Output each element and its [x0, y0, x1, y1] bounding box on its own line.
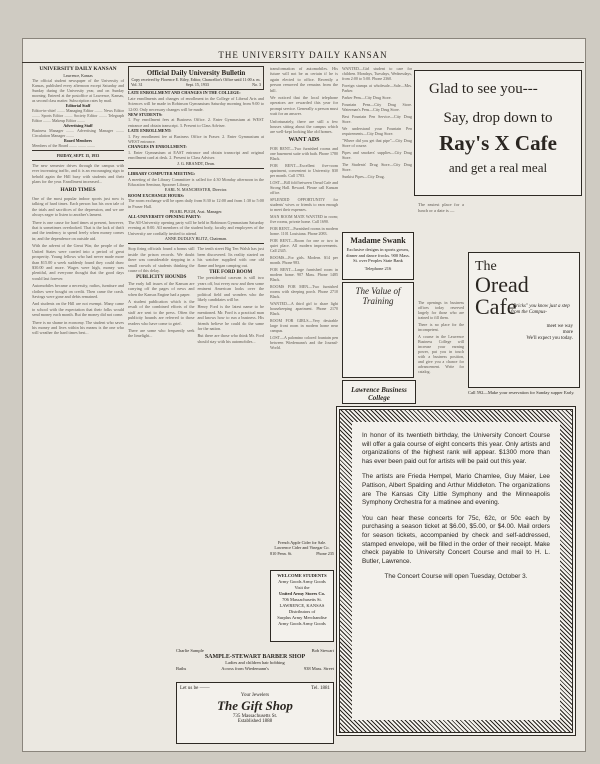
bulletin-room-signature: PEARL PUGH, Asst. Manager. [169, 208, 223, 214]
army-stores-ad [270, 570, 334, 642]
barber-street: 938 Mass. Street [303, 666, 334, 671]
column-3 [270, 66, 338, 546]
editorial-heading-hard-times: HARD TIMES [60, 186, 96, 193]
gift-shop-ad [176, 682, 334, 744]
bulletin-text: 1. Pay enrollment fees at Business Office. 2. Enter Gymnasium at WEST entrance and obtain transcript. 3. Present to Class Adviser. [128, 117, 264, 128]
barber-bottom [176, 666, 334, 672]
bulletin-changes: CHANGES IN ENROLLMENT: [128, 144, 187, 150]
advertising-staff-list: Business Manager ........ Advertising Manager ........ Circulation Manager ........ [32, 128, 124, 138]
rays-cafe-line1: Glad to see you--- [429, 81, 538, 97]
oread-cafe-cafe: Cafe [475, 294, 517, 319]
concert-paragraph-2: The artists are Frieda Hempel, Mario Chamlee, Guy Maier, Lee Pattison, Albert Spalding and Arthur Middleton. The organizations are The Kansas City Little Symphony and the Minneapolis Symphony Orchestra for a matinee and evening. [362, 473, 550, 507]
cider-line-2: Lawrence Cider and Vinegar Co. [274, 545, 330, 551]
barber-stewart: Bob Stewart [311, 648, 334, 653]
army-line1: Army Goods Army Goods [278, 579, 326, 584]
bulletin-subline: Copy received by Florence E. Riley, Editor, Chancellor's Office until 11:00 a. m. [131, 77, 261, 82]
want-ads-list: FOR RENT—Two furnished rooms and one basement suite with bath. Phone 1780 Black. FOR RENT—Excellent five-room apartment, convenient to University. $30 per month. Call 1783. LOST—Bill fold between Oread Cafe and Strong Hall. Reward. Please call Kansan office. SPLENDID OPPORTUNITY for students' wives or friends to earn enough to meet their expenses. MAN ROOM MATE WANTED in room; five rooms, private home. Call 1690. FOR RENT—Furnished rooms in modern home. 1101 Louisiana. Phone 2083. FOR RENT—Room for one or two in quiet place. All modern improvements. Call 2345. ROOMS—For girls. Modern. $14 per month. Phone 983. FOR RENT—Large furnished room in modern home. 907 Mass. Phone 1485 Black. ROOMS FOR MEN—Two furnished rooms with sleeping porch. Phone 2710 Black. WANTED—A third girl to share light housekeeping apartment. Phone 2170 Black. ROOM FOR GIRLS—Very desirable large front room in modern home near campus. LOST—A palomino colored fountain pen between Wiedemann's and the Journal-World. [270, 146, 338, 351]
madame-swank-title: Madame Swank [350, 236, 406, 245]
small-ad-text: The easiest place for a lunch or a date is — [418, 202, 464, 213]
barber-baths: Baths [176, 666, 187, 671]
bulletin-date: Sept. 15, 1933 [185, 82, 209, 87]
oread-cafe-tagline: "Bricks" you know just a step from the Campus- [511, 304, 570, 315]
column-3-text: transformation of automobiles. His future will not be as certain if he is again elected to office. Recently a person removed the remains from the hill. We noticed that the local telephone operators are rewarded this year for prompt service. Generally a person must wait for an answer. Unfortunately, there are still a few houses sitting about the campus which are well-kept looking like old homes. [270, 66, 338, 135]
gift-shop-top [180, 686, 330, 691]
madame-swank-phone: Telephone 216 [364, 265, 392, 271]
concert-course-frame [336, 406, 576, 736]
board-heading: Board Members [64, 138, 92, 143]
bulletin-text: Late enrollments and changes of enrollment in the College of Liberal Arts and Sciences will be made in Robinson Gymnasium Saturday morning from 9:00 to 12:00. Only necessary changes will be made. [128, 95, 264, 112]
bulletin-text: The room exchange will be open daily from 8:30 to 12:00 and from 1:30 to 5:00 in Fraser Hall. [128, 198, 264, 209]
value-of-training-ad [342, 282, 414, 378]
editorial-subcolumn: Stop firing officials found a bonus still inside the prison records. We doubt there was considerable stepping in a small crowds of students thinking the cause of this delay. PUBLICITY HOUNDS The early fall issues of the Kansan are carrying off the pages of news and when the Kansas Engine had a paper. A student publication which is the result of the combined efforts of the staff are sent to the press. Often the publicity hounds are referred to those readers who have come to grief. There are some who frequently seek the limelight... [128, 246, 195, 339]
bulletin-new-students: NEW STUDENTS: [128, 112, 163, 118]
small-ad-column [418, 202, 464, 262]
army-line7: Surplus Army Merchandise [277, 615, 327, 620]
army-line8: Army Goods Army Goods [278, 621, 326, 626]
gift-shop-letus: Let us be —— [180, 686, 210, 691]
divider [128, 168, 264, 169]
oread-cafe-oread: Oread [475, 272, 529, 297]
barber-address: Across from Wiedemann's [221, 666, 269, 671]
editorial-subcolumn: The tenth street Big Ten Walsh has just been discovered. Its reality started on his watcher supplied with one old flame and began camping out. THE FORD BOOM The presidential caravan is still two years off, but every now and then some eminent American looks over the political field and wonders who the likely candidates will be. Henry Ford is the latest name to be mentioned. Mr. Ford is a practical man and knows how to run a business. His friends believe he could do the same for the nation. But there are those who think Mr. Ford should stay with his automobiles... [197, 246, 264, 344]
column-2 [128, 66, 264, 746]
oread-cafe-ad [468, 252, 580, 388]
gift-shop-label: Your Jewelers [240, 693, 270, 698]
oread-cafe-more: more [562, 330, 573, 335]
bulletin-text: 1. Enter Gymnasium at EAST entrance and obtain transcript and original enrollment card at desk. 2. Present to Class Adviser. [128, 149, 264, 161]
concert-paragraph-3: You can hear these concerts for 75c, 62c, or 50c each by purchasing a season ticket at $6.00, $5.00, or $4.00. Mail orders for season tickets, accompanied by check and self-addressed, stamped envelope, will be filled in the order of their receipt. Make check payable to University Concert Course and mail to H. L. Butler, Lawrence. [362, 514, 550, 565]
rays-cafe-name: Ray's X Cafe [439, 131, 557, 155]
barber-shop-ad [176, 648, 334, 680]
concert-paragraph-1: In honor of its twentieth birthday, the University Concert Course will offer a gala course of eight concerts this year. Only artists and organizations of the highest rank will appear. $1300 more than has ever been paid out for artists will be paid out this year. [362, 432, 550, 465]
page-header: THE UNIVERSITY DAILY KANSAN [218, 50, 388, 60]
editorial-heading-ford: THE FORD BOOM [209, 270, 253, 275]
board-list: Members of the Board ........ ........ ........ [32, 143, 96, 148]
bulletin-signature: J. G. BRANDT, Dean. [177, 160, 215, 166]
french-cider-ad [270, 540, 334, 558]
date-line: FRIDAY, SEPT. 15, 1933 [56, 153, 100, 158]
editorial-subcolumns [128, 246, 264, 346]
editorial-body-hard-times: One of the most popular indoor sports just now is talking of hard times. Each person has his own tale of the trials and sacrifices of the depression, and we are always eager to listen to another's lament. There is one cause for hard times at present, however, that is sometimes overlooked. That is the lack of thrift and the tendency to spend freely when money comes in; and the dependence on outside aid. With the advent of the Great War, the people of the United States were carried into a period of great prosperity. Young fellows who had never made more than $15.00 a week suddenly found they could draw $30.00 and more. Wages were high, money was plentiful, and everyone thought that the good days would last forever. Automobiles became a necessity, radios, furniture and clothes were bought on credit. Then came the crash. Savings were gone and debts remained. And students on the Hill are not exempt. Many came to school with the expectation that their folks would send money each month. But the money did not come. There is no shame in economy. The student who saves his money and lives within his means is the one who will weather the hard times best... [32, 196, 124, 336]
madame-swank-body: Exclusive designs in sports gowns, dinner and dance frocks. 900 Mass. St. over Peoples State Bank [346, 247, 410, 263]
gift-shop-address: 735 Massachusetts St. [232, 714, 278, 719]
bulletin-room-heading: ROOM EXCHANGE HOURS: [128, 192, 185, 198]
army-title: WELCOME STUDENTS [277, 573, 327, 578]
oread-cafe-the: The [475, 259, 497, 274]
army-line3: United Army Stores Co. [279, 591, 325, 596]
gift-shop-name: The Gift Shop [217, 698, 293, 713]
gift-shop-tel: Tel. 1881 [311, 686, 330, 691]
oread-cafe-support: We'll expect you today. [526, 336, 573, 341]
bulletin-library-signature: EARL N. MANCHESTER, Director. [164, 187, 228, 193]
business-college-logo [342, 380, 416, 404]
army-line6: Distributors of [288, 609, 316, 614]
bulletin-text: 1. Pay enrollment fee at Business Office in Fraser. 2. Enter Gymnasium at WEST entrance. [128, 133, 264, 145]
army-line2: Visit the [294, 585, 310, 590]
value-of-training-title: The Value of Training [355, 286, 401, 306]
bulletin-party-heading: ALL-UNIVERSITY OPENING PARTY: [128, 214, 201, 220]
bulletin-vol: Vol. 31 [131, 82, 143, 87]
bulletin-library-heading: LIBRARY COMPUTER MEETING: [128, 171, 196, 177]
masthead-subtitle: Lawrence, Kansas [63, 73, 93, 78]
bulletin-text: A meeting of the Library Committee is called for 4:30 Monday afternoon in the Education Seminar, Spooner Library. [128, 176, 264, 187]
masthead-text: The official student newspaper of the University of Kansas, published every afternoon except Saturday and Sunday during the University year, and on Sunday morning. Entered at the postoffice at Lawrence, Kansas, as second class matter. Subscription rates by mail. [32, 78, 124, 103]
header-rule [22, 62, 584, 63]
cider-line-1: French Apple Cider for Sale. [277, 540, 327, 545]
concert-course-ad [352, 422, 560, 720]
training-text: The openings in business offices today reserved largely for those who are trained to fill them. There is no place for the incompetent. A course in the Lawrence Business College will increase your earning power, put you in touch with a business position, and give you a chance for advancement. Write for catalog. [418, 300, 464, 374]
bulletin-box [128, 66, 264, 90]
divider [32, 150, 124, 151]
gift-shop-established: Established 1888 [237, 719, 273, 724]
wanted-list: WANTED—Girl student to care for children. Mondays, Tuesdays, Wednesdays, from 2:00 to 5:00. Phone 2360. Foreign stamps at wholesale—Sale—Mrs. Parker. Parker Pens—City Drug Store. Fountain Pens—City Drug Store. Waterman's Pens—City Drug Store. Best Fountain Pen Service—City Drug Store. We understand your Fountain Pen requirements—City Drug Store. "Where did you get that pipe"—City Drug Store of course. Pipes and smokers' supplies—City Drug Store. The Students' Drug Store—City Drug Store. Sunkist Pipes—City Drug. [342, 66, 412, 179]
bulletin-meta [131, 82, 261, 87]
training-text-column [418, 300, 464, 394]
rays-cafe-line4: and get a real meal [448, 160, 548, 175]
rays-cafe-line2: Say, drop down to [443, 110, 553, 126]
oread-cafe-meet: meet we way [546, 324, 573, 329]
army-line4: 706 Massachusetts St. [282, 597, 322, 602]
bulletin-text: The All-University opening party will be held in Robinson Gymnasium Saturday evening at 8:00. All members of the student body, faculty and employees of the University are cordially invited to attend. [128, 219, 264, 236]
madame-swank-ad [342, 232, 414, 280]
barber-sample: Charlie Sample [176, 648, 204, 653]
editorial-heading-publicity: PUBLICITY HOUNDS [136, 275, 187, 281]
advertising-staff-heading: Advertising Staff [63, 123, 93, 128]
cider-address: 810 Penn. St. [270, 550, 293, 556]
business-college-name: Lawrence Business College [351, 386, 407, 402]
masthead-title: UNIVERSITY DAILY KANSAN [39, 66, 117, 72]
column-1 [32, 66, 124, 746]
bulletin-title: Official Daily University Bulletin [146, 69, 246, 77]
rays-cafe-ad [414, 70, 582, 196]
editorial-staff-heading: Editorial Staff [65, 103, 91, 108]
oread-cafe-call-text: Call 592—Make your reservation for Sunday supper Early. [468, 390, 575, 395]
divider [32, 160, 124, 161]
editorial-intro: The new semester drives through the campus with ever increasing traffic, and it is an encouraging sign to behold again the Hill busy with students and their plans for the year. Enrollment increased... [32, 163, 124, 185]
bulletin-no: No. 3 [252, 82, 261, 87]
bulletin-section-late-enrollment: LATE ENROLLMENT AND CHANGES IN THE COLLEGE: [128, 90, 241, 96]
barber-title: SAMPLE-STEWART BARBER SHOP [204, 654, 306, 660]
barber-line: Ladies and children hair bobbing [225, 660, 285, 665]
cider-phone: Phone 235 [316, 550, 334, 556]
divider [128, 243, 264, 244]
bulletin-party-signature: ANNE DUDLEY BLITZ, Chairman. [164, 235, 228, 241]
bulletin-late-enrollment: LATE ENROLLMENT: [128, 128, 172, 134]
army-line5: LAWRENCE, KANSAS [279, 603, 325, 608]
concert-paragraph-4: The Concert Course will open Tuesday, October 3. [384, 573, 528, 581]
want-ads-heading: WANT ADS [288, 136, 320, 143]
editorial-staff-list: Editor-in-chief ........ Managing Editor ........ News Editor ........ Sports Editor ........ Society Editor ........ Telegraph Editor ........ Makeup Editor ........ [32, 108, 124, 123]
cider-line-3 [270, 551, 334, 556]
